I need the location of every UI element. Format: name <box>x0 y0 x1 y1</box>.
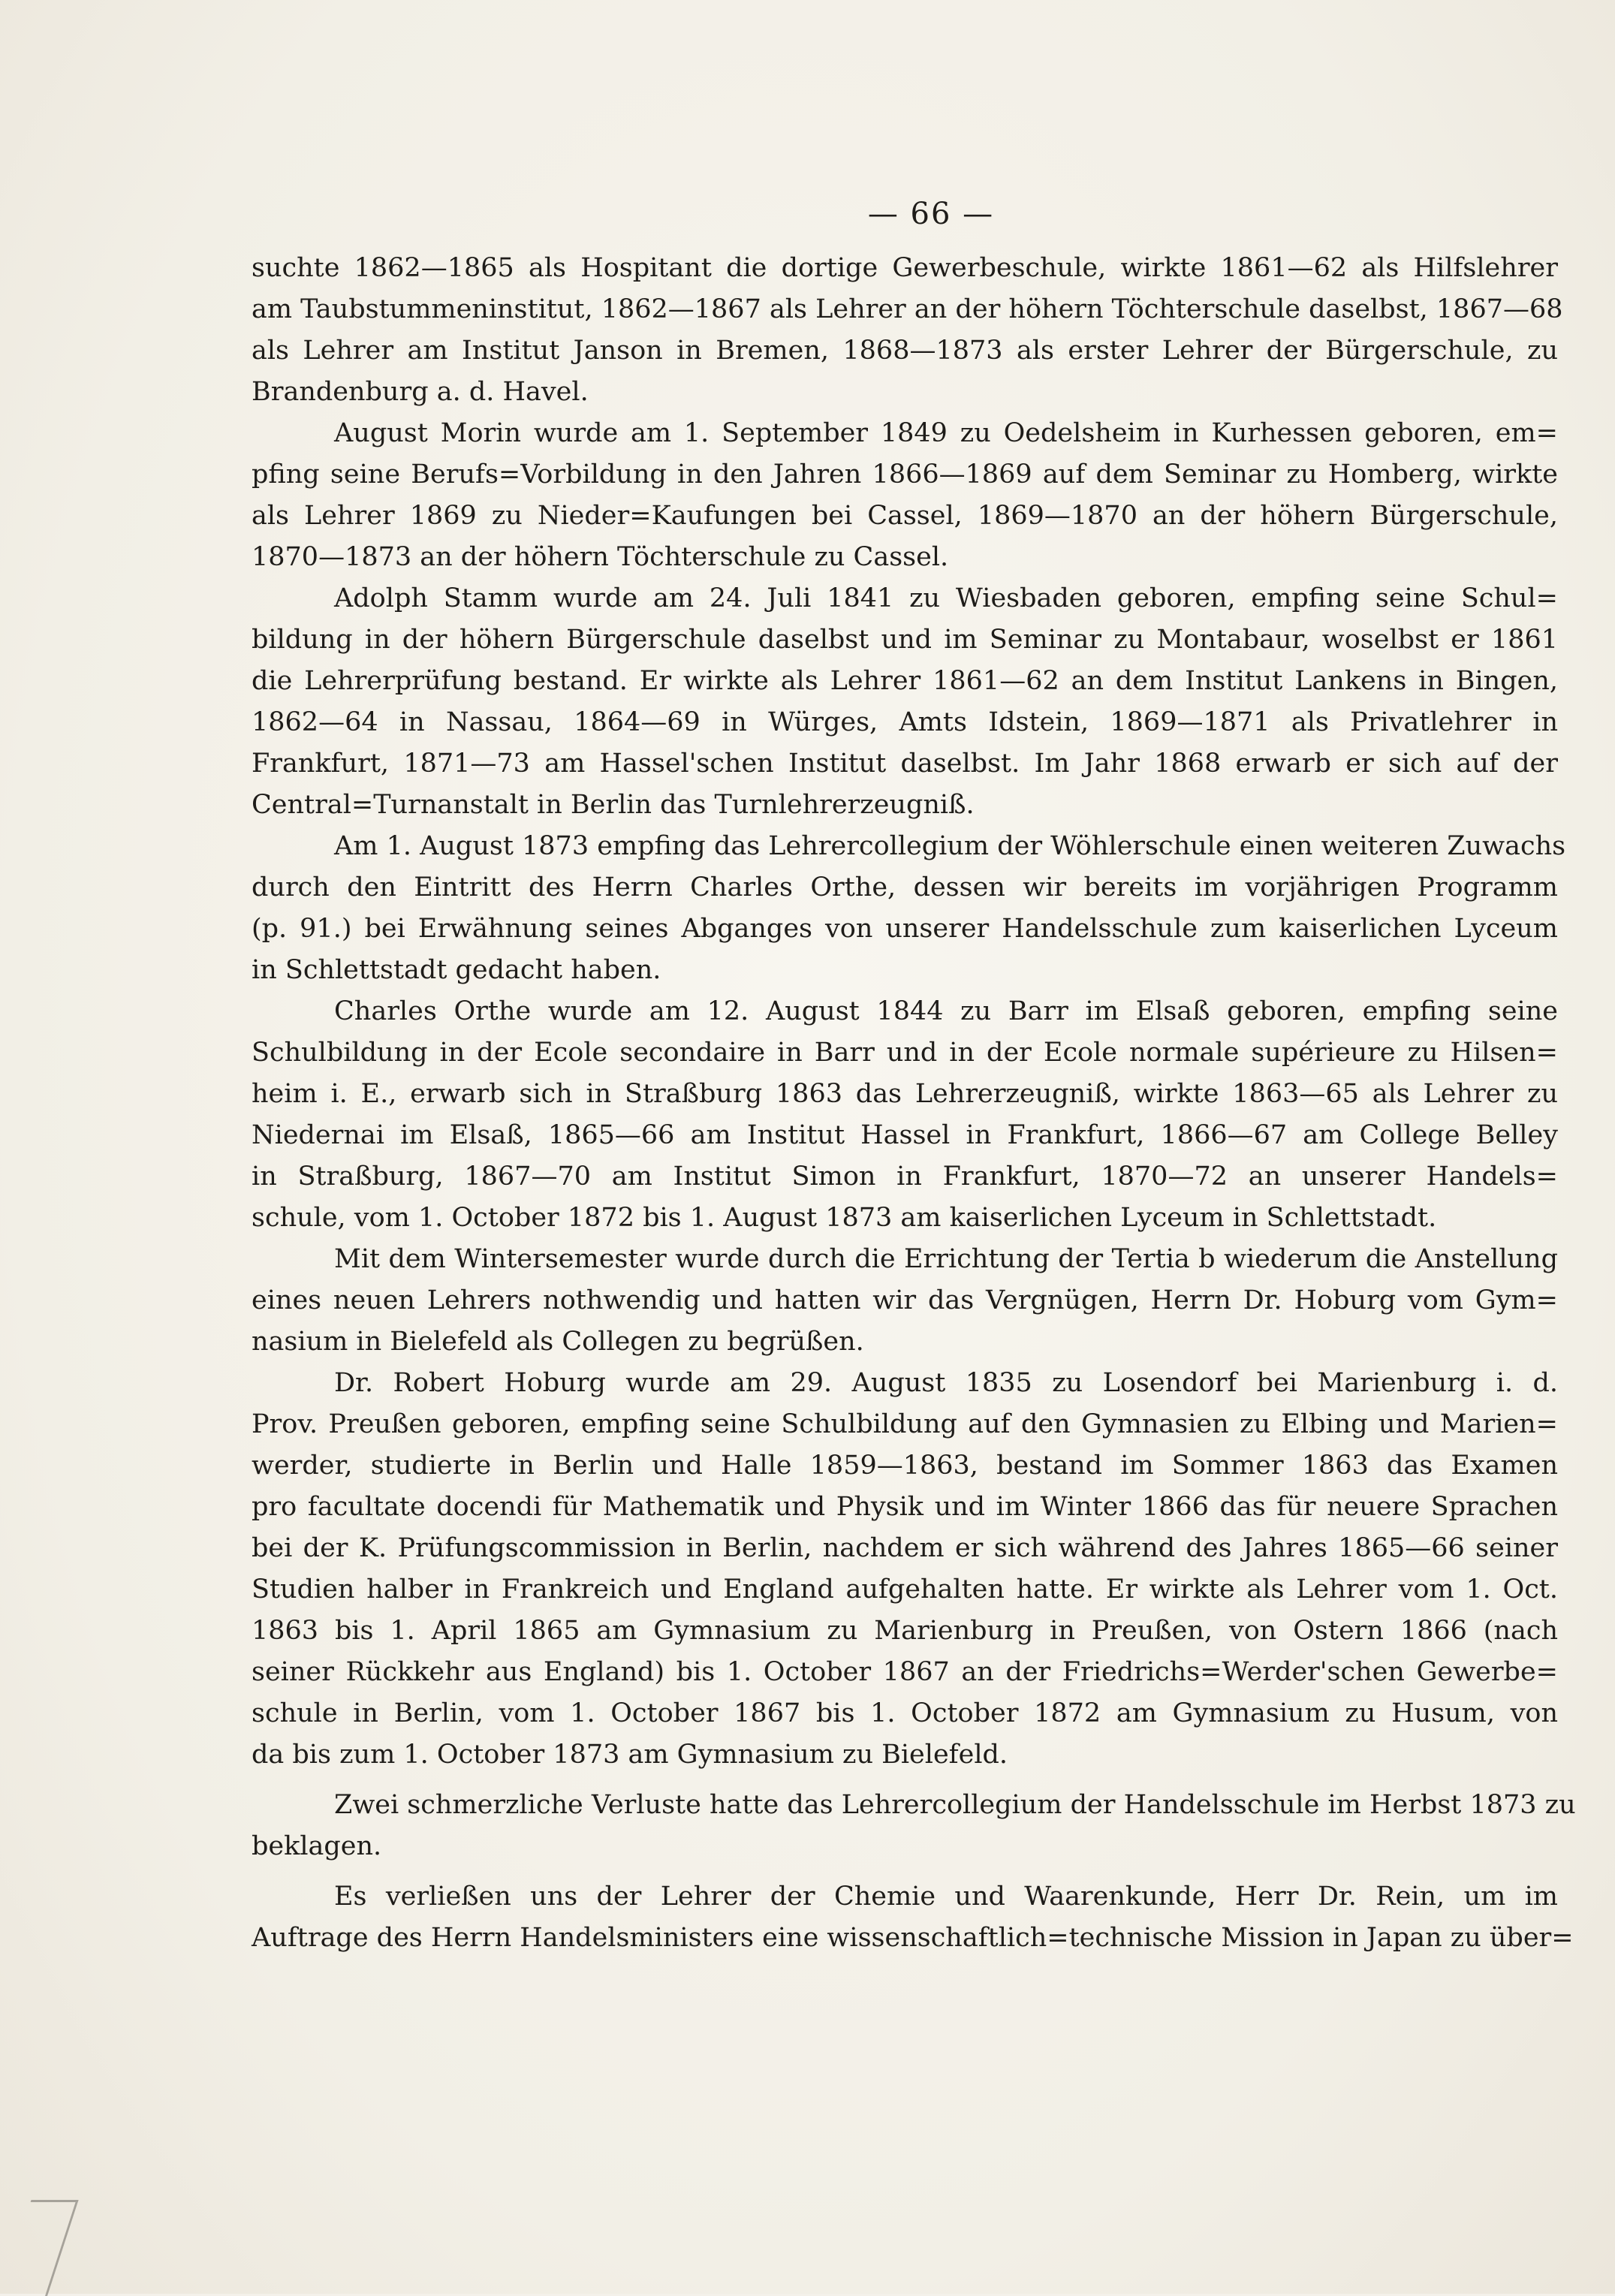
text-line: durch den Eintritt des Herrn Charles Orthe, dessen wir bereits im vorjährigen Programm <box>252 872 1558 902</box>
text-line: Am 1. August 1873 empfing das Lehrercollegium der Wöhlerschule einen weiteren Zuwachs <box>334 831 1566 861</box>
text-line: pro facultate docendi für Mathematik und Physik und im Winter 1866 das für neuere Sprachen <box>252 1492 1558 1522</box>
text-line: Zwei schmerzliche Verluste hatte das Lehrercollegium der Handelsschule im Herbst 1873 zu <box>334 1790 1576 1820</box>
text-line: Brandenburg a. d. Havel. <box>252 377 589 407</box>
text-line: Schulbildung in der Ecole secondaire in Barr und in der Ecole normale supérieure zu Hilsen= <box>252 1038 1558 1068</box>
text-line: Es verließen uns der Lehrer der Chemie und Waarenkunde, Herr Dr. Rein, um im <box>334 1882 1558 1912</box>
text-line: Studien halber in Frankreich und England aufgehalten hatte. Er wirkte als Lehrer vom 1. Oct. <box>252 1574 1558 1604</box>
text-line: Niedernai im Elsaß, 1865—66 am Institut Hassel in Frankfurt, 1866—67 am College Belley <box>252 1120 1558 1150</box>
text-line: beklagen. <box>252 1831 382 1861</box>
text-line: Central=Turnanstalt in Berlin das Turnlehrerzeugniß. <box>252 790 975 820</box>
text-line: seiner Rückkehr aus England) bis 1. October 1867 an der Friedrichs=Werder'schen Gewerbe= <box>252 1657 1558 1687</box>
text-line: Mit dem Wintersemester wurde durch die Errichtung der Tertia b wiederum die Anstellung <box>334 1244 1558 1274</box>
text-line: (p. 91.) bei Erwähnung seines Abganges von unserer Handelsschule zum kaiserlichen Lyceum <box>252 914 1558 944</box>
text-line: am Taubstummeninstitut, 1862—1867 als Lehrer an der höhern Töchterschule daselbst, 1867—68 <box>252 294 1563 324</box>
text-line: 1870—1873 an der höhern Töchterschule zu Cassel. <box>252 542 949 572</box>
page-corner-mark <box>0 2200 79 2296</box>
text-line: nasium in Bielefeld als Collegen zu begrüßen. <box>252 1327 864 1357</box>
body-text <box>252 248 1576 1959</box>
text-line: 1863 bis 1. April 1865 am Gymnasium zu Marienburg in Preußen, von Ostern 1866 (nach <box>252 1616 1558 1646</box>
text-line: Dr. Robert Hoburg wurde am 29. August 1835 zu Losendorf bei Marienburg i. d. <box>334 1368 1558 1398</box>
text-line: in Schlettstadt gedacht haben. <box>252 955 661 985</box>
text-line: schule, vom 1. October 1872 bis 1. August 1873 am kaiserlichen Lyceum in Schlettstadt. <box>252 1203 1437 1233</box>
text-line: Frankfurt, 1871—73 am Hassel'schen Institut daselbst. Im Jahr 1868 erwarb er sich auf der <box>252 749 1558 779</box>
text-line: in Straßburg, 1867—70 am Institut Simon in Frankfurt, 1870—72 an unserer Handels= <box>252 1162 1558 1192</box>
text-line: bei der K. Prüfungscommission in Berlin, nachdem er sich während des Jahres 1865—66 seiner <box>252 1533 1558 1563</box>
text-line: bildung in der höhern Bürgerschule daselbst und im Seminar zu Montabaur, woselbst er 1861 <box>252 625 1558 655</box>
text-line: 1862—64 in Nassau, 1864—69 in Würges, Amts Idstein, 1869—1871 als Privatlehrer in <box>252 707 1558 737</box>
page-number: — 66 — <box>867 197 995 231</box>
text-line: pfing seine Berufs=Vorbildung in den Jahren 1866—1869 auf dem Seminar zu Homberg, wirkte <box>252 460 1558 490</box>
text-line: da bis zum 1. October 1873 am Gymnasium zu Bielefeld. <box>252 1740 1008 1770</box>
text-line: Adolph Stamm wurde am 24. Juli 1841 zu Wiesbaden geboren, empfing seine Schul= <box>334 583 1558 613</box>
text-line: Prov. Preußen geboren, empfing seine Schulbildung auf den Gymnasien zu Elbing und Marien= <box>252 1409 1558 1439</box>
text-line: suchte 1862—1865 als Hospitant die dortige Gewerbeschule, wirkte 1861—62 als Hilfslehrer <box>252 253 1558 283</box>
text-line: werder, studierte in Berlin und Halle 1859—1863, bestand im Sommer 1863 das Examen <box>252 1451 1558 1481</box>
text-line: schule in Berlin, vom 1. October 1867 bis 1. October 1872 am Gymnasium zu Husum, von <box>252 1698 1558 1728</box>
text-line: August Morin wurde am 1. September 1849 zu Oedelsheim in Kurhessen geboren, em= <box>334 418 1558 448</box>
text-line: eines neuen Lehrers nothwendig und hatten wir das Vergnügen, Herrn Dr. Hoburg vom Gym= <box>252 1285 1558 1315</box>
text-line: Auftrage des Herrn Handelsministers eine wissenschaftlich=technische Mission in Japan zu über= <box>252 1923 1574 1953</box>
text-line: heim i. E., erwarb sich in Straßburg 1863 das Lehrerzeugniß, wirkte 1863—65 als Lehrer zu <box>252 1079 1558 1109</box>
text-line: als Lehrer am Institut Janson in Bremen, 1868—1873 als erster Lehrer der Bürgerschule, zu <box>252 336 1558 366</box>
text-line: die Lehrerprüfung bestand. Er wirkte als Lehrer 1861—62 an dem Institut Lankens in Bingen, <box>252 666 1558 696</box>
text-line: als Lehrer 1869 zu Nieder=Kaufungen bei Cassel, 1869—1870 an der höhern Bürgerschule, <box>252 501 1558 531</box>
text-line: Charles Orthe wurde am 12. August 1844 zu Barr im Elsaß geboren, empfing seine <box>334 996 1558 1026</box>
